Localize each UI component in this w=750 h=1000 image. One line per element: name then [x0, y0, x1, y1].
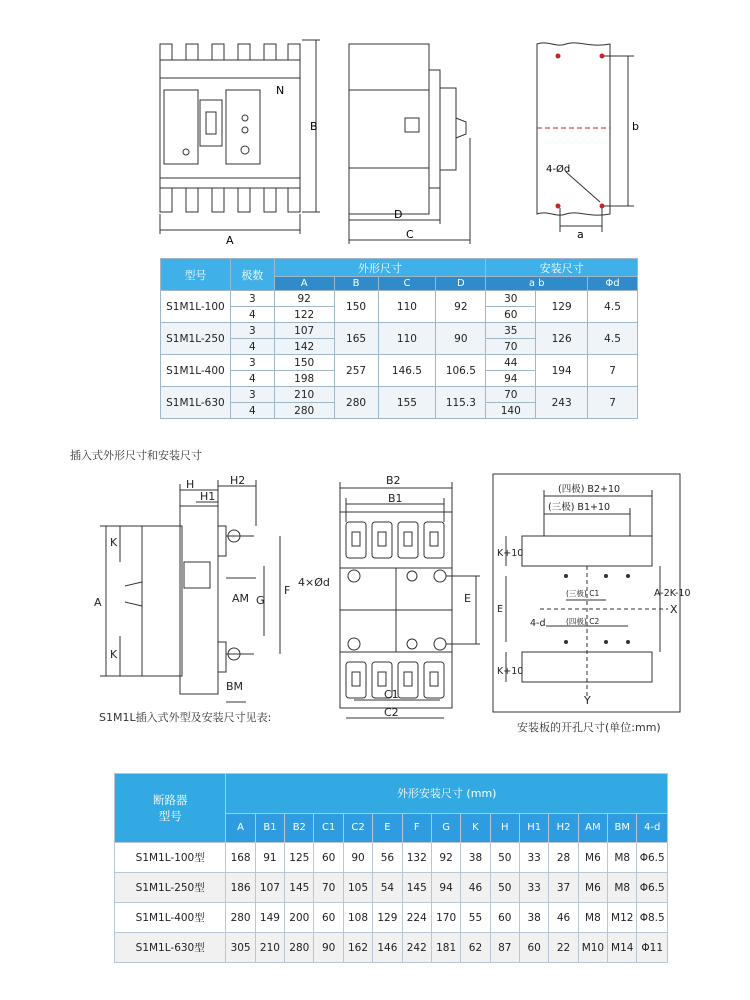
- cell-b: 280: [334, 387, 378, 419]
- cell-mount-a: 35: [486, 323, 536, 339]
- dim-c1: C1: [384, 688, 399, 701]
- th-col-c1: C1: [314, 813, 343, 842]
- cell-value: 92: [431, 843, 460, 873]
- dim-g: G: [256, 594, 265, 607]
- cell-a: 122: [274, 307, 334, 323]
- th-phid: Φd: [588, 277, 638, 291]
- th-outline: 外形尺寸: [274, 259, 486, 277]
- cell-value: 33: [520, 873, 549, 903]
- plugin-dimension-table: [114, 773, 668, 963]
- cell-mount-b: 129: [536, 291, 588, 323]
- table-row: [115, 843, 668, 873]
- dim-h: H: [186, 478, 195, 491]
- top-technical-drawing: [0, 0, 750, 256]
- th-col-h: H: [490, 813, 519, 842]
- cell-value: M8: [608, 843, 637, 873]
- cell-poles: 3: [230, 355, 274, 371]
- panel-y: Y: [584, 694, 591, 707]
- cell-value: Φ6.5: [637, 843, 668, 873]
- cell-value: 37: [549, 873, 578, 903]
- side-dim-c: C: [406, 228, 414, 241]
- cell-value: 90: [343, 843, 372, 873]
- cell-c: 146.5: [378, 355, 436, 387]
- cell-value: 70: [314, 873, 343, 903]
- cell-poles: 4: [230, 339, 274, 355]
- panel-a2k: A-2K-10: [654, 588, 691, 599]
- dim-hole: 4×Ød: [298, 576, 330, 589]
- cell-d: 115.3: [436, 387, 486, 419]
- panel-k10-top: K+10: [497, 548, 524, 559]
- cell-a: 198: [274, 371, 334, 387]
- cell-value: 170: [431, 903, 460, 933]
- cell-model: S1M1L-400: [161, 355, 231, 387]
- cell-value: 210: [255, 933, 284, 963]
- panel-three-pole: (三极) B1+10: [548, 502, 611, 513]
- cell-value: 60: [314, 843, 343, 873]
- th-poles: 极数: [230, 259, 274, 291]
- cell-value: 181: [431, 933, 460, 963]
- cell-value: 91: [255, 843, 284, 873]
- cell-b: 150: [334, 291, 378, 323]
- cell-value: Φ11: [637, 933, 668, 963]
- cell-mount-a: 30: [486, 291, 536, 307]
- th-col-k: K: [461, 813, 490, 842]
- cell-mount-d: 4.5: [588, 323, 638, 355]
- cell-poles: 4: [230, 403, 274, 419]
- cell-value: M6: [578, 873, 607, 903]
- cell-model: S1M1L-250型: [115, 873, 226, 903]
- cell-d: 106.5: [436, 355, 486, 387]
- cell-value: 162: [343, 933, 372, 963]
- cell-value: 132: [402, 843, 431, 873]
- cell-value: 38: [461, 843, 490, 873]
- th-breaker-model-l1: 断路器: [152, 793, 188, 807]
- th-c: C: [378, 277, 436, 291]
- dim-f: F: [284, 584, 291, 597]
- cell-a: 280: [274, 403, 334, 419]
- breaker-front-body: [160, 60, 300, 188]
- cell-value: M14: [608, 933, 637, 963]
- dim-h2: H2: [230, 474, 246, 487]
- cell-value: 280: [285, 933, 314, 963]
- cell-value: 28: [549, 843, 578, 873]
- cell-b: 257: [334, 355, 378, 387]
- th-breaker-model: [115, 774, 226, 843]
- cell-mount-b: 194: [536, 355, 588, 387]
- cell-mount-a: 70: [486, 387, 536, 403]
- panel-4d: 4-d: [530, 618, 546, 629]
- mount-plate-outline: [537, 43, 610, 215]
- cell-value: 105: [343, 873, 372, 903]
- cell-value: M8: [578, 903, 607, 933]
- cell-model: S1M1L-630型: [115, 933, 226, 963]
- cell-value: 200: [285, 903, 314, 933]
- cell-value: 46: [461, 873, 490, 903]
- cell-value: 242: [402, 933, 431, 963]
- section-title: 插入式外形尺寸和安装尺寸: [70, 449, 202, 462]
- cell-value: M10: [578, 933, 607, 963]
- cell-mount-d: 4.5: [588, 291, 638, 323]
- front-dim-b: B: [310, 120, 318, 133]
- th-col-h2: H2: [549, 813, 578, 842]
- side-dim-d: D: [394, 208, 403, 221]
- cell-a: 210: [274, 387, 334, 403]
- th-col-4d: 4-d: [637, 813, 668, 842]
- cell-value: 129: [373, 903, 402, 933]
- cell-b: 165: [334, 323, 378, 355]
- th-mount: 安装尺寸: [486, 259, 638, 277]
- cell-value: 54: [373, 873, 402, 903]
- cell-value: 280: [226, 903, 255, 933]
- cell-value: 108: [343, 903, 372, 933]
- cell-mount-b: 243: [536, 387, 588, 419]
- cell-value: 149: [255, 903, 284, 933]
- cell-a: 142: [274, 339, 334, 355]
- cell-value: 60: [490, 903, 519, 933]
- cell-mount-a: 94: [486, 371, 536, 387]
- th-model: 型号: [161, 259, 231, 291]
- cell-mount-a: 140: [486, 403, 536, 419]
- mount-hole-label: 4-Ød: [546, 164, 571, 175]
- cell-d: 90: [436, 323, 486, 355]
- th-col-e: E: [373, 813, 402, 842]
- th-b: B: [334, 277, 378, 291]
- cell-d: 92: [436, 291, 486, 323]
- cell-value: 55: [461, 903, 490, 933]
- cell-model: S1M1L-400型: [115, 903, 226, 933]
- front-dim-a: A: [226, 234, 234, 247]
- cell-mount-a: 44: [486, 355, 536, 371]
- panel-x: X: [670, 603, 678, 616]
- cell-mount-b: 126: [536, 323, 588, 355]
- table-row: [115, 933, 668, 963]
- cell-value: 146: [373, 933, 402, 963]
- cell-value: Φ8.5: [637, 903, 668, 933]
- outline-dimension-table: [160, 258, 638, 419]
- cell-value: 125: [285, 843, 314, 873]
- cell-c: 110: [378, 291, 436, 323]
- panel-three-c1: (三极) C1: [566, 589, 600, 598]
- cell-model: S1M1L-250: [161, 323, 231, 355]
- cell-value: 168: [226, 843, 255, 873]
- th-ab: a b: [486, 277, 588, 291]
- th-col-b2: B2: [285, 813, 314, 842]
- cell-value: 46: [549, 903, 578, 933]
- cell-value: 33: [520, 843, 549, 873]
- front-label-n: N: [276, 84, 285, 97]
- cell-c: 155: [378, 387, 436, 419]
- th-col-b1: B1: [255, 813, 284, 842]
- cell-value: 224: [402, 903, 431, 933]
- cell-value: 107: [255, 873, 284, 903]
- breaker-side-body: [349, 44, 429, 214]
- th-col-f: F: [402, 813, 431, 842]
- cell-value: 50: [490, 873, 519, 903]
- th-outline-mount: 外形安装尺寸 (mm): [226, 774, 668, 814]
- cell-value: 186: [226, 873, 255, 903]
- mount-dim-a: a: [577, 228, 584, 241]
- cell-value: 145: [402, 873, 431, 903]
- th-a: A: [274, 277, 334, 291]
- th-col-a: A: [226, 813, 255, 842]
- table-row: [115, 873, 668, 903]
- dim-am: AM: [232, 592, 250, 605]
- th-breaker-model-l2: 型号: [158, 809, 182, 823]
- dim-h1: H1: [200, 490, 216, 503]
- cell-value: 56: [373, 843, 402, 873]
- th-col-bm: BM: [608, 813, 637, 842]
- cell-value: 87: [490, 933, 519, 963]
- dim-e: E: [464, 592, 471, 605]
- cell-value: 60: [520, 933, 549, 963]
- cell-value: M12: [608, 903, 637, 933]
- cell-value: 38: [520, 903, 549, 933]
- table-row: [115, 903, 668, 933]
- cell-mount-d: 7: [588, 387, 638, 419]
- cell-a: 107: [274, 323, 334, 339]
- cell-poles: 4: [230, 307, 274, 323]
- cell-value: M8: [608, 873, 637, 903]
- cell-value: 94: [431, 873, 460, 903]
- cell-value: 62: [461, 933, 490, 963]
- panel-e: E: [497, 604, 504, 615]
- cell-mount-a: 60: [486, 307, 536, 323]
- cell-model: S1M1L-100型: [115, 843, 226, 873]
- cell-value: 305: [226, 933, 255, 963]
- cell-poles: 4: [230, 371, 274, 387]
- cell-value: 90: [314, 933, 343, 963]
- dim-bm: BM: [226, 680, 244, 693]
- dim-b2: B2: [386, 474, 401, 487]
- cell-value: M6: [578, 843, 607, 873]
- cell-value: 60: [314, 903, 343, 933]
- caption-panel-cutout: 安装板的开孔尺寸(单位:mm): [517, 721, 661, 734]
- panel-k10-bottom: K+10: [497, 666, 524, 677]
- cell-model: S1M1L-630: [161, 387, 231, 419]
- cell-a: 150: [274, 355, 334, 371]
- dim-k-bottom: K: [110, 648, 118, 661]
- mount-dim-b: b: [632, 120, 639, 133]
- caption-plugin-table: S1M1L插入式外型及安装尺寸见表:: [99, 711, 272, 724]
- panel-four-pole: (四极) B2+10: [558, 484, 621, 495]
- cell-poles: 3: [230, 323, 274, 339]
- panel-four-c2: (四极) C2: [566, 617, 600, 626]
- cell-model: S1M1L-100: [161, 291, 231, 323]
- cell-poles: 3: [230, 387, 274, 403]
- cell-value: 50: [490, 843, 519, 873]
- cell-value: Φ6.5: [637, 873, 668, 903]
- dim-k-top: K: [110, 536, 118, 549]
- cell-a: 92: [274, 291, 334, 307]
- cell-mount-d: 7: [588, 355, 638, 387]
- cell-poles: 3: [230, 291, 274, 307]
- dim-b1: B1: [388, 492, 403, 505]
- th-d: D: [436, 277, 486, 291]
- th-col-h1: H1: [520, 813, 549, 842]
- plugin-technical-drawing: [0, 466, 750, 726]
- dim-c2: C2: [384, 706, 399, 719]
- cell-c: 110: [378, 323, 436, 355]
- cell-value: 145: [285, 873, 314, 903]
- th-col-am: AM: [578, 813, 607, 842]
- dim-a: A: [94, 596, 102, 609]
- cell-mount-a: 70: [486, 339, 536, 355]
- cell-value: 22: [549, 933, 578, 963]
- th-col-c2: C2: [343, 813, 372, 842]
- th-col-g: G: [431, 813, 460, 842]
